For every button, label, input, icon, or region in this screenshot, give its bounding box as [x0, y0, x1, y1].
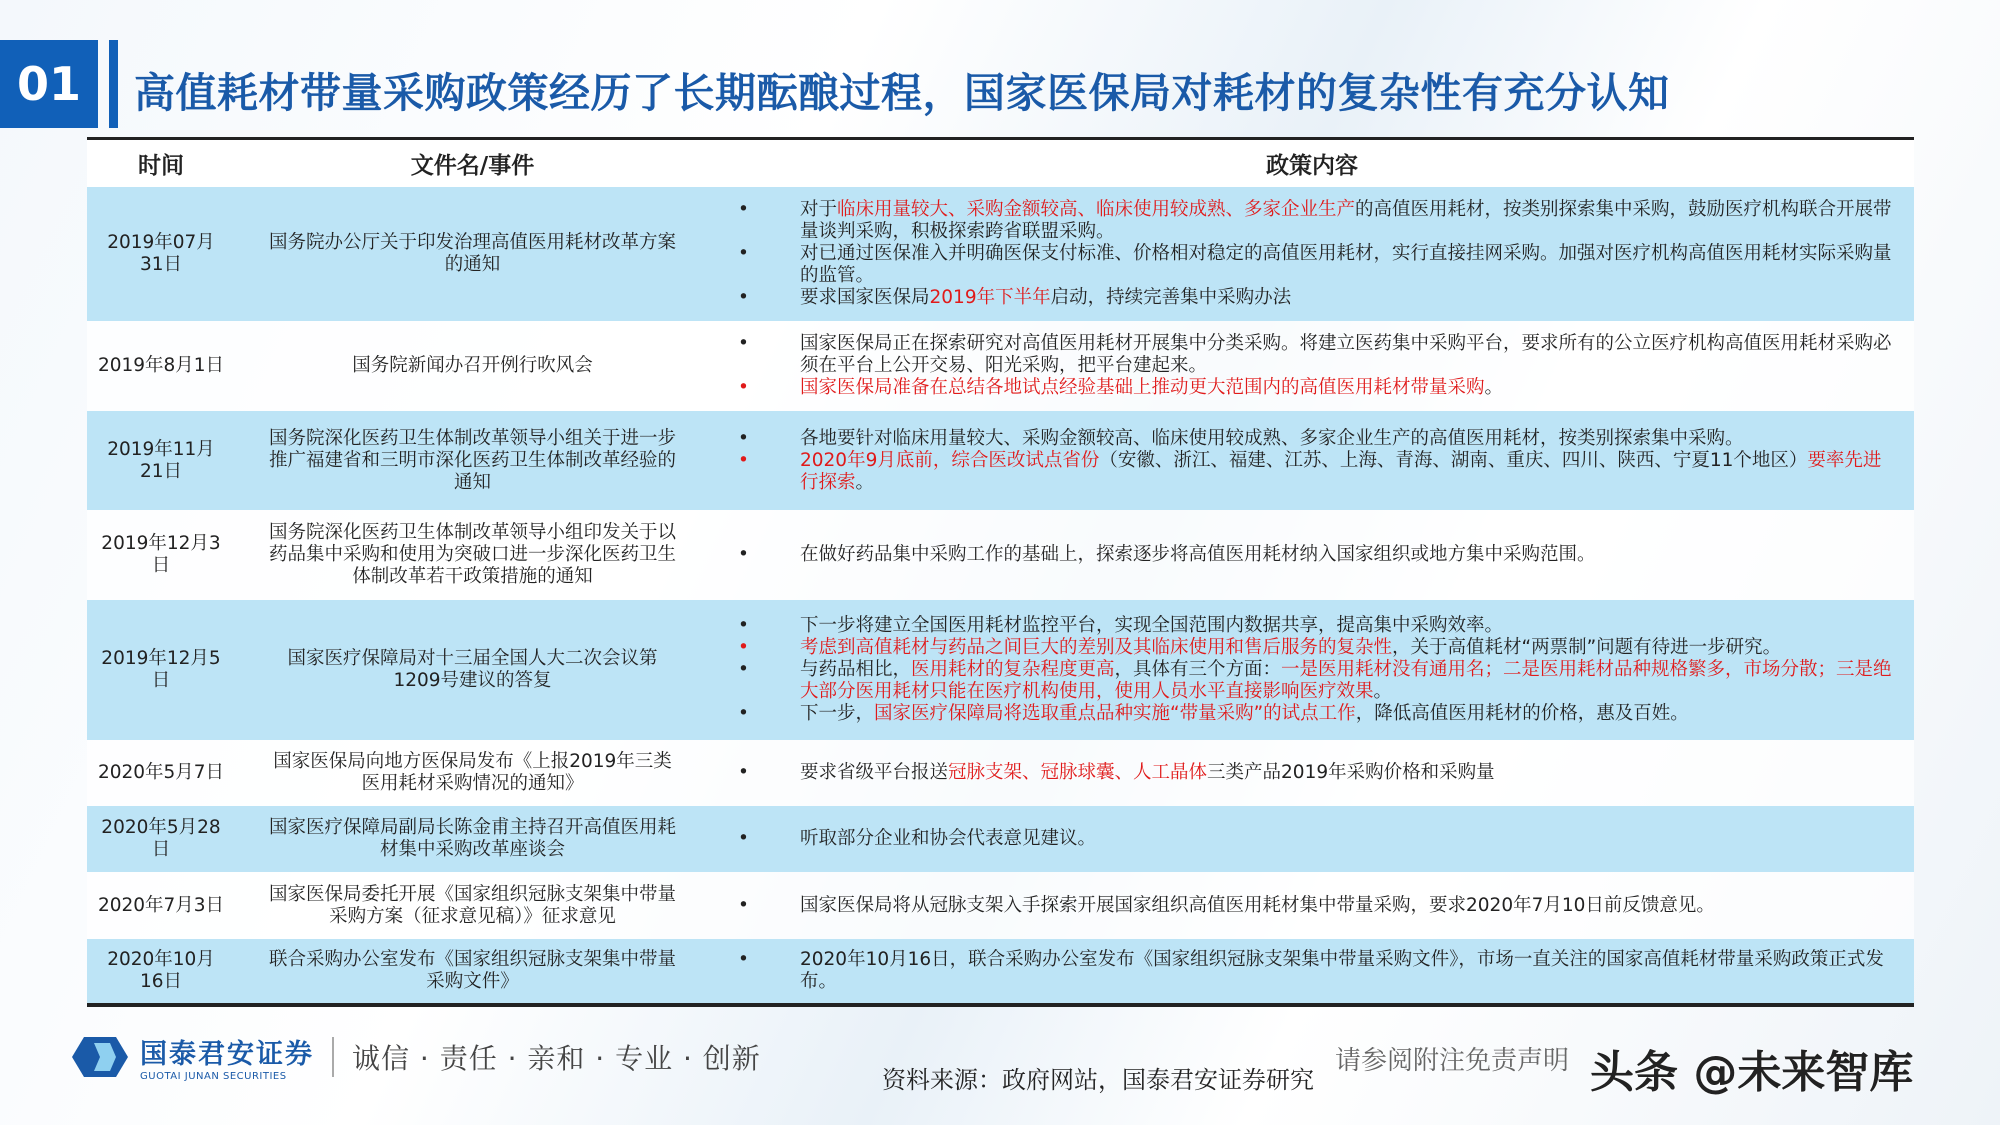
table-row: [87, 411, 1914, 510]
highlighted-text: 2020年9月底前，综合医改试点省份: [800, 449, 1100, 471]
highlighted-text: 临床用量较大、采购金额较高、临床使用较成熟、多家企业生产: [837, 199, 1356, 220]
policy-bullet: [710, 637, 1892, 659]
policy-bullet: [710, 287, 1892, 309]
row-date: 2019年8月1日: [97, 355, 225, 376]
table-row: [87, 740, 1914, 806]
table-row: [87, 510, 1914, 600]
logo-divider: [332, 1037, 334, 1077]
bullet-text: [800, 377, 1503, 399]
bullet-text: [800, 615, 1503, 637]
table-row: [87, 939, 1914, 1003]
bullet-icon: •: [738, 894, 749, 916]
bullet-text: [800, 828, 1096, 850]
policy-table: [87, 137, 1914, 1007]
row-date: 2020年10月16日: [107, 949, 215, 992]
column-header-content: 政策内容: [1266, 153, 1358, 179]
bullet-text: [800, 949, 1892, 993]
text-segment: 与药品相比，: [800, 659, 912, 680]
bullet-icon: •: [738, 287, 749, 308]
highlighted-text: 冠脉支架、冠脉球囊、人工晶体: [948, 762, 1208, 783]
text-segment: 要求国家医保局: [800, 287, 930, 308]
logo-emblem-icon: [70, 1035, 130, 1079]
text-segment: 各地要针对临床用量较大、采购金额较高、临床使用较成熟、多家企业生产的高值医用耗材，按类别探索集中采购。: [800, 427, 1744, 449]
policy-bullet: [710, 828, 1892, 850]
row-document: 国务院新闻办召开例行吹风会: [352, 355, 593, 376]
bullet-text: [800, 762, 1495, 784]
row-document: 国家医保局向地方医保局发布《上报2019年三类医用耗材采购情况的通知》: [273, 751, 672, 794]
policy-bullet: [710, 762, 1892, 784]
row-policy-content: [710, 949, 1914, 993]
table-row: [87, 600, 1914, 740]
bullet-icon: •: [738, 544, 749, 565]
table-body: [87, 187, 1914, 1003]
highlighted-text: 要率先进行探索: [800, 449, 1882, 493]
policy-bullet: [710, 949, 1892, 993]
bullet-text: [800, 895, 1715, 917]
table-header: [87, 140, 1914, 187]
row-date: 2019年11月21日: [107, 438, 215, 482]
text-segment: 。: [855, 471, 875, 493]
page-title: 高值耗材带量采购政策经历了长期酝酿过程，国家医保局对耗材的复杂性有充分认知: [134, 69, 1670, 117]
watermark: 头条 @未来智库: [1590, 1047, 1914, 1098]
bullet-text: [800, 428, 1744, 450]
bullet-icon: •: [738, 762, 749, 783]
row-date: 2019年12月3日: [101, 533, 221, 576]
logo-name-en: GUOTAI JUNAN SECURITIES: [140, 1071, 287, 1082]
row-document: 国务院办公厅关于印发治理高值医用耗材改革方案的通知: [268, 232, 676, 275]
row-policy-content: [710, 762, 1914, 784]
text-segment: 三类产品2019年采购价格和采购量: [1207, 762, 1495, 783]
row-policy-content: [710, 199, 1914, 309]
highlighted-text: 医用耗材的复杂程度更高: [911, 659, 1115, 680]
bullet-text: [800, 450, 1892, 494]
text-segment: （安徽、浙江、福建、江苏、上海、青海、湖南、重庆、四川、陕西、宁夏11个地区）: [1099, 449, 1808, 471]
row-policy-content: [710, 333, 1914, 399]
row-date: 2020年7月3日: [97, 894, 225, 916]
row-document: 国务院深化医药卫生体制改革领导小组印发关于以药品集中采购和使用为突破口进一步深化医药卫生体制改革若干政策措施的通知: [268, 522, 676, 587]
column-header-time: 时间: [138, 153, 184, 179]
policy-bullet: [710, 428, 1892, 450]
text-segment: 。: [1484, 377, 1504, 398]
section-number: 01: [0, 40, 98, 128]
policy-bullet: [710, 615, 1892, 637]
text-segment: 启动，持续完善集中采购办法: [1050, 287, 1292, 308]
data-source-note: 资料来源：政府网站，国泰君安证券研究: [882, 1066, 1314, 1094]
bullet-icon: •: [738, 659, 749, 680]
bullet-icon: •: [738, 333, 749, 354]
row-policy-content: [710, 828, 1914, 850]
text-segment: 2020年10月16日，联合采购办公室发布《国家组织冠脉支架集中带量采购文件》，市场一直关注的国家高值耗材带量采购政策正式发布。: [800, 949, 1884, 992]
row-date: 2019年12月5日: [101, 648, 221, 691]
logo-name-cn: 国泰君安证券: [140, 1039, 314, 1070]
row-policy-content: [710, 615, 1914, 725]
policy-bullet: [710, 703, 1892, 725]
bullet-text: [800, 703, 1689, 725]
bullet-icon: •: [738, 637, 749, 658]
row-document: 国务院深化医药卫生体制改革领导小组关于进一步推广福建省和三明市深化医药卫生体制改革经验的通知: [268, 427, 676, 493]
disclaimer-note: 请参阅附注免责声明: [1335, 1046, 1570, 1076]
row-date: 2020年5月7日: [97, 762, 225, 783]
row-policy-content: [710, 895, 1914, 917]
highlighted-text: 国家医保局准备在总结各地试点经验基础上推动更大范围内的高值医用耗材带量采购: [800, 377, 1485, 398]
text-segment: 的高值医用耗材，按类别探索集中采购，鼓励医疗机构联合开展带量谈判采购，积极探索跨省联盟采购。: [800, 199, 1892, 242]
bullet-text: [800, 333, 1892, 377]
policy-bullet: [710, 895, 1892, 917]
text-segment: 下一步将建立全国医用耗材监控平台，实现全国范围内数据共享，提高集中采购效率。: [800, 615, 1504, 636]
bullet-icon: •: [738, 949, 749, 970]
bullet-text: [800, 637, 1781, 659]
table-row: [87, 321, 1914, 411]
bullet-text: [800, 287, 1291, 309]
table-row: [87, 806, 1914, 872]
highlighted-text: 国家医疗保障局将选取重点品种实施“带量采购”的试点工作: [874, 703, 1356, 724]
slogan: 诚信 · 责任 · 亲和 · 专业 · 创新: [352, 1042, 761, 1075]
company-logo: [70, 1032, 761, 1082]
row-policy-content: [710, 544, 1914, 566]
bullet-icon: •: [738, 377, 749, 398]
text-segment: 对已通过医保准入并明确医保支付标准、价格相对稳定的高值医用耗材，实行直接挂网采购。加强对医疗机构高值医用耗材实际采购量的监管。: [800, 243, 1892, 286]
text-segment: 要求省级平台报送: [800, 762, 949, 783]
bullet-text: [800, 544, 1596, 566]
title-accent-bar: [109, 40, 118, 128]
bullet-icon: •: [738, 243, 749, 264]
bullet-icon: •: [738, 615, 749, 636]
row-document: 国家医疗保障局副局长陈金甫主持召开高值医用耗材集中采购改革座谈会: [268, 817, 676, 860]
bullet-icon: •: [738, 828, 749, 849]
table-row: [87, 187, 1914, 321]
policy-bullet: [710, 199, 1892, 243]
policy-bullet: [710, 544, 1892, 566]
highlighted-text: 一是医用耗材没有通用名；二是医用耗材品种规格繁多，市场分散；三是绝大部分医用耗材只能在医疗机构使用，使用人员水平直接影响医疗效果: [800, 659, 1892, 702]
row-date: 2020年5月28日: [101, 817, 221, 860]
row-document: 国家医保局委托开展《国家组织冠脉支架集中带量采购方案（征求意见稿）》征求意见: [268, 883, 676, 927]
policy-bullet: [710, 377, 1892, 399]
text-segment: 。: [1373, 681, 1393, 702]
text-segment: 在做好药品集中采购工作的基础上，探索逐步将高值医用耗材纳入国家组织或地方集中采购范围。: [800, 544, 1596, 565]
text-segment: 国家医保局将从冠脉支架入手探索开展国家组织高值医用耗材集中带量采购，要求2020年7月10日前反馈意见。: [800, 894, 1715, 916]
bullet-text: [800, 243, 1892, 287]
policy-bullet: [710, 659, 1892, 703]
highlighted-text: 2019年下半年: [929, 287, 1051, 308]
policy-bullet: [710, 333, 1892, 377]
row-document: 联合采购办公室发布《国家组织冠脉支架集中带量采购文件》: [268, 949, 676, 992]
row-policy-content: [710, 428, 1914, 494]
row-document: 国家医疗保障局对十三届全国人大二次会议第1209号建议的答复: [287, 648, 658, 691]
bullet-icon: •: [738, 449, 749, 471]
policy-bullet: [710, 450, 1892, 494]
table-row: [87, 872, 1914, 939]
bullet-icon: •: [738, 427, 749, 449]
policy-bullet: [710, 243, 1892, 287]
text-segment: ，关于高值耗材“两票制”问题有待进一步研究。: [1392, 637, 1782, 658]
text-segment: 对于: [800, 199, 838, 220]
text-segment: 国家医保局正在探索研究对高值医用耗材开展集中分类采购。将建立医药集中采购平台，要求所有的公立医疗机构高值医用耗材采购必须在平台上公开交易、阳光采购，把平台建起来。: [800, 333, 1892, 376]
bullet-icon: •: [738, 703, 749, 724]
row-date: 2019年07月31日: [107, 232, 215, 275]
text-segment: ，降低高值医用耗材的价格，惠及百姓。: [1355, 703, 1689, 724]
text-segment: 听取部分企业和协会代表意见建议。: [800, 828, 1097, 849]
bullet-text: [800, 199, 1892, 243]
bullet-text: [800, 659, 1892, 703]
text-segment: ，具体有三个方面：: [1114, 659, 1282, 680]
text-segment: 下一步，: [800, 703, 875, 724]
column-header-document: 文件名/事件: [410, 153, 535, 179]
bullet-icon: •: [738, 199, 749, 220]
highlighted-text: 考虑到高值耗材与药品之间巨大的差别及其临床使用和售后服务的复杂性: [800, 637, 1393, 658]
